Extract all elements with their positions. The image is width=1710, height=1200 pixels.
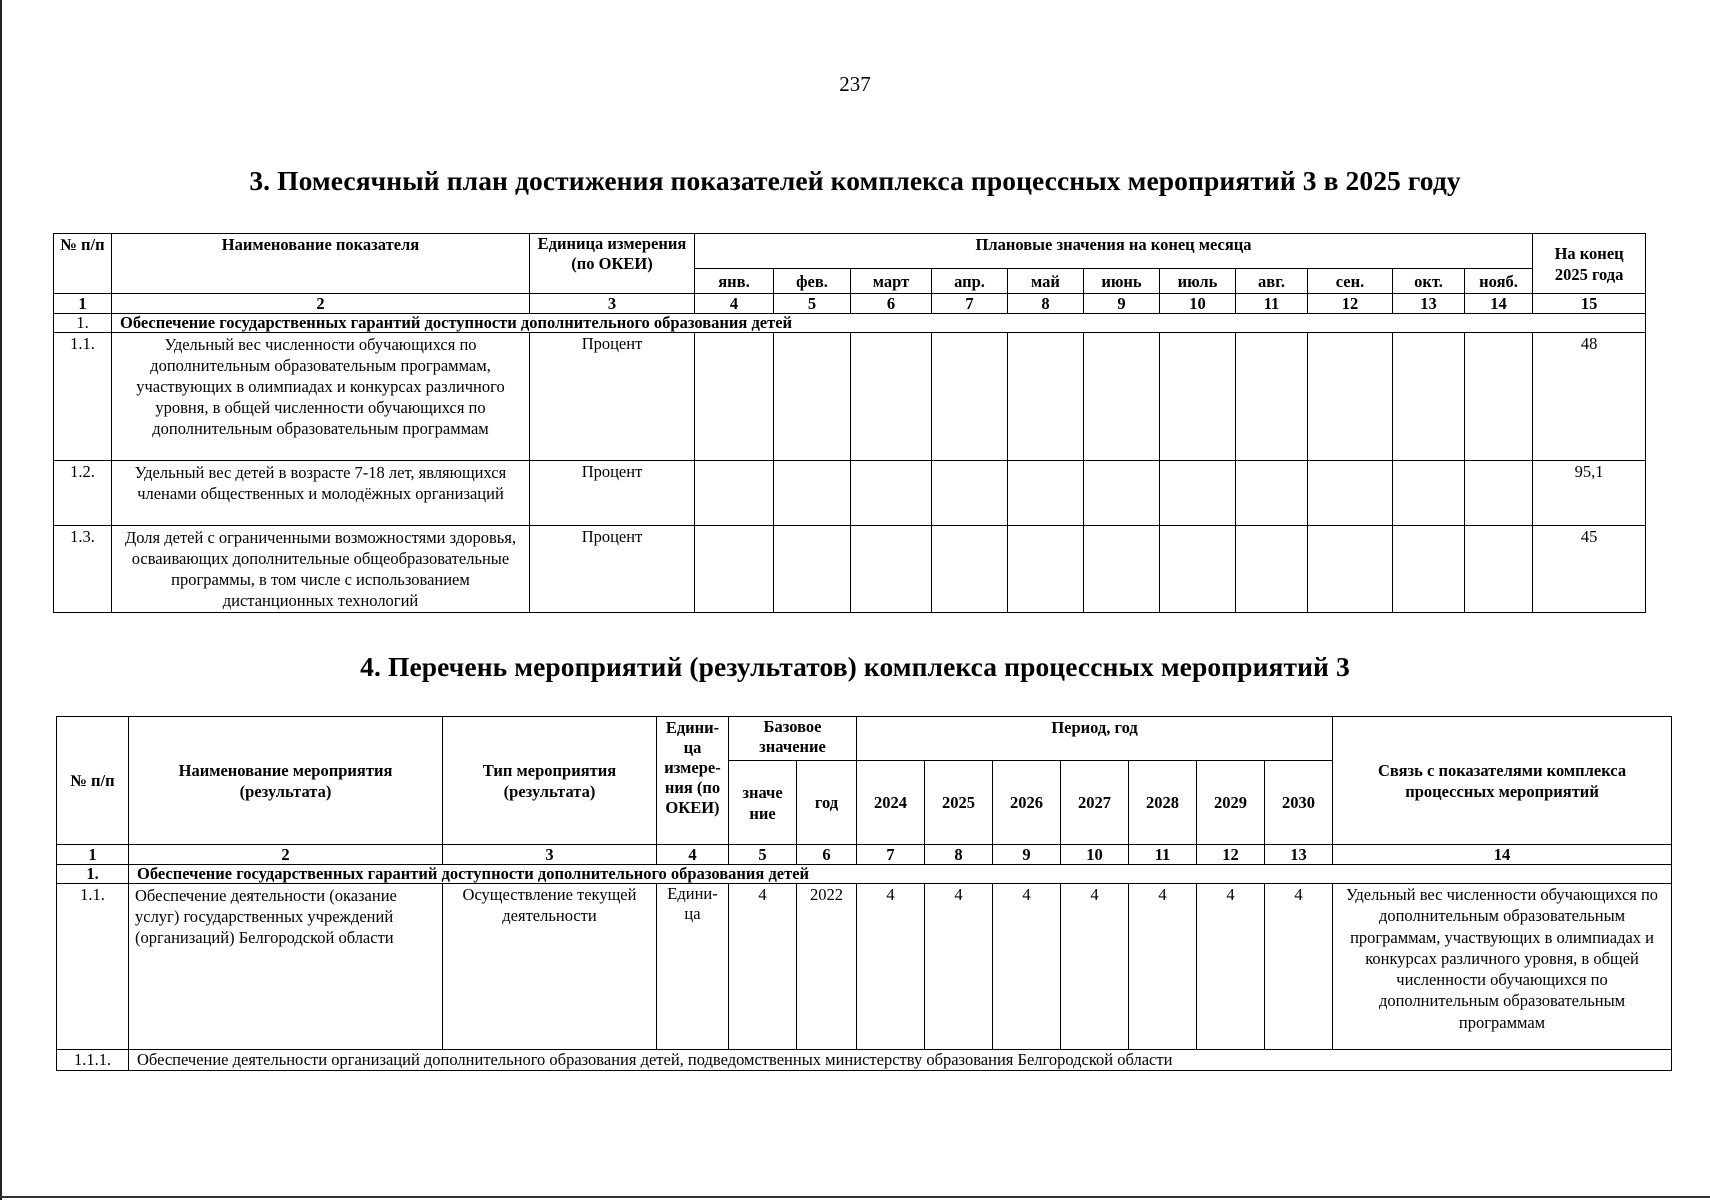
activity-num: 1.1. xyxy=(57,884,129,1050)
header-activity-name: Наименование мероприятия (результата) xyxy=(129,717,443,845)
month-value xyxy=(1465,526,1533,613)
header-month: сен. xyxy=(1308,269,1393,294)
month-value xyxy=(1236,333,1308,461)
col-number: 10 xyxy=(1160,294,1236,314)
group-num: 1. xyxy=(54,314,112,333)
subactivity-row xyxy=(57,1050,1672,1071)
month-value xyxy=(695,461,774,526)
group-row xyxy=(57,865,1672,884)
col-number: 8 xyxy=(925,845,993,865)
month-value xyxy=(1084,526,1160,613)
activity-base-year: 2022 xyxy=(797,884,857,1050)
group-row xyxy=(54,314,1646,333)
col-number: 3 xyxy=(530,294,695,314)
header-num: № п/п xyxy=(54,234,112,294)
indicator-row xyxy=(54,461,1646,526)
col-number: 2 xyxy=(129,845,443,865)
activity-year-value: 4 xyxy=(993,884,1061,1050)
month-value xyxy=(1393,461,1465,526)
header-month: март xyxy=(851,269,932,294)
col-number: 7 xyxy=(857,845,925,865)
group-title: Обеспечение государственных гарантий доступности дополнительного образования детей xyxy=(112,314,1646,333)
month-value xyxy=(1236,461,1308,526)
col-number: 11 xyxy=(1236,294,1308,314)
indicator-name: Удельный вес численности обучающихся по дополнительным образовательным программам, участвующих в олимпиадах и конкурсах различного уровня, в общей численности обучающихся по дополнительным образовательным программам xyxy=(112,333,530,461)
month-value xyxy=(1160,526,1236,613)
month-value xyxy=(932,526,1008,613)
month-value xyxy=(1008,526,1084,613)
indicator-end-year-value: 48 xyxy=(1533,333,1646,461)
header-month: авг. xyxy=(1236,269,1308,294)
col-number: 15 xyxy=(1533,294,1646,314)
header-year: 2028 xyxy=(1129,761,1197,845)
month-value xyxy=(1393,526,1465,613)
header-base-value: Базовое значение xyxy=(729,717,857,761)
activity-unit: Едини-ца xyxy=(657,884,729,1050)
header-month: фев. xyxy=(774,269,851,294)
col-number: 3 xyxy=(443,845,657,865)
month-value xyxy=(774,461,851,526)
header-link: Связь с показателями комплекса процессных мероприятий xyxy=(1333,717,1672,845)
month-value xyxy=(1160,461,1236,526)
col-number: 11 xyxy=(1129,845,1197,865)
col-number: 7 xyxy=(932,294,1008,314)
activity-base-value: 4 xyxy=(729,884,797,1050)
indicator-num: 1.1. xyxy=(54,333,112,461)
indicator-unit: Процент xyxy=(530,526,695,613)
activity-year-value: 4 xyxy=(1265,884,1333,1050)
indicator-name: Удельный вес детей в возрасте 7-18 лет, являющихся членами общественных и молодёжных организаций xyxy=(112,461,530,526)
month-value xyxy=(1236,526,1308,613)
group-title: Обеспечение государственных гарантий доступности дополнительного образования детей xyxy=(129,865,1672,884)
section3-title: 3. Помесячный план достижения показателей комплекса процессных мероприятий 3 в 2025 году xyxy=(249,165,1461,196)
month-value xyxy=(1084,461,1160,526)
col-number: 14 xyxy=(1465,294,1533,314)
month-value xyxy=(932,461,1008,526)
indicator-name: Доля детей с ограниченными возможностями здоровья, осваивающих дополнительные общеобразовательные программы, в том числе с использованием дистанционных технологий xyxy=(112,526,530,613)
month-value xyxy=(851,333,932,461)
indicator-unit: Процент xyxy=(530,333,695,461)
header-month: нояб. xyxy=(1465,269,1533,294)
col-number: 6 xyxy=(797,845,857,865)
month-value xyxy=(1308,461,1393,526)
group-num: 1. xyxy=(57,865,129,884)
month-value xyxy=(1008,333,1084,461)
col-number: 1 xyxy=(54,294,112,314)
page-edge-bottom xyxy=(0,1196,1710,1198)
month-value xyxy=(695,333,774,461)
activity-year-value: 4 xyxy=(1061,884,1129,1050)
indicator-end-year-value: 45 xyxy=(1533,526,1646,613)
monthly-plan-table xyxy=(53,233,1646,613)
col-number: 2 xyxy=(112,294,530,314)
col-number: 14 xyxy=(1333,845,1672,865)
col-number: 6 xyxy=(851,294,932,314)
col-number: 4 xyxy=(695,294,774,314)
header-period: Период, год xyxy=(857,717,1333,761)
activities-table xyxy=(56,716,1672,1071)
month-value xyxy=(932,333,1008,461)
col-number: 9 xyxy=(993,845,1061,865)
column-number-row xyxy=(54,294,1646,314)
col-number: 13 xyxy=(1393,294,1465,314)
subactivity-num: 1.1.1. xyxy=(57,1050,129,1071)
indicator-end-year-value: 95,1 xyxy=(1533,461,1646,526)
header-month: июль xyxy=(1160,269,1236,294)
month-value xyxy=(774,333,851,461)
month-value xyxy=(1308,526,1393,613)
col-number: 12 xyxy=(1197,845,1265,865)
header-year: 2027 xyxy=(1061,761,1129,845)
activity-type: Осуществление текущей деятельности xyxy=(443,884,657,1050)
col-number: 4 xyxy=(657,845,729,865)
subactivity-text: Обеспечение деятельности организаций дополнительного образования детей, подведомственных министерству образования Белгородской области xyxy=(129,1050,1672,1071)
col-number: 1 xyxy=(57,845,129,865)
month-value xyxy=(851,526,932,613)
activity-name: Обеспечение деятельности (оказание услуг) государственных учреждений (организаций) Белгородской области xyxy=(129,884,443,1050)
month-value xyxy=(851,461,932,526)
col-number: 13 xyxy=(1265,845,1333,865)
header-year: 2030 xyxy=(1265,761,1333,845)
month-value xyxy=(1084,333,1160,461)
header-activity-type: Тип мероприятия (результата) xyxy=(443,717,657,845)
indicator-row xyxy=(54,526,1646,613)
month-value xyxy=(774,526,851,613)
header-year: 2026 xyxy=(993,761,1061,845)
header-year: 2024 xyxy=(857,761,925,845)
activity-year-value: 4 xyxy=(1129,884,1197,1050)
indicator-unit: Процент xyxy=(530,461,695,526)
header-unit: Единица измерения (по ОКЕИ) xyxy=(530,234,695,294)
indicator-num: 1.2. xyxy=(54,461,112,526)
header-unit: Едини-ца измере-ния (по ОКЕИ) xyxy=(657,717,729,845)
header-planned-values: Плановые значения на конец месяца xyxy=(695,234,1533,269)
col-number: 9 xyxy=(1084,294,1160,314)
header-base-year: год xyxy=(797,761,857,845)
activity-row xyxy=(57,884,1672,1050)
activity-year-value: 4 xyxy=(1197,884,1265,1050)
month-value xyxy=(1008,461,1084,526)
col-number: 8 xyxy=(1008,294,1084,314)
col-number: 12 xyxy=(1308,294,1393,314)
month-value xyxy=(1308,333,1393,461)
header-year: 2025 xyxy=(925,761,993,845)
month-value xyxy=(1465,461,1533,526)
header-end-year: На конец 2025 года xyxy=(1533,234,1646,294)
activity-year-value: 4 xyxy=(857,884,925,1050)
header-month: май xyxy=(1008,269,1084,294)
month-value xyxy=(1160,333,1236,461)
activity-year-value: 4 xyxy=(925,884,993,1050)
header-base-val: значе ние xyxy=(729,761,797,845)
header-year: 2029 xyxy=(1197,761,1265,845)
indicator-row xyxy=(54,333,1646,461)
header-month: окт. xyxy=(1393,269,1465,294)
month-value xyxy=(1393,333,1465,461)
column-number-row xyxy=(57,845,1672,865)
col-number: 10 xyxy=(1061,845,1129,865)
page-number: 237 xyxy=(839,72,871,96)
month-value xyxy=(1465,333,1533,461)
header-num: № п/п xyxy=(57,717,129,845)
indicator-num: 1.3. xyxy=(54,526,112,613)
activity-link: Удельный вес численности обучающихся по дополнительным образовательным программам, участвующих в олимпиадах и конкурсах различного уровня, в общей численности обучающихся по дополнительным образовательным программам xyxy=(1333,884,1672,1050)
col-number: 5 xyxy=(774,294,851,314)
section4-title: 4. Перечень мероприятий (результатов) комплекса процессных мероприятий 3 xyxy=(360,651,1350,682)
col-number: 5 xyxy=(729,845,797,865)
header-month: янв. xyxy=(695,269,774,294)
header-month: июнь xyxy=(1084,269,1160,294)
month-value xyxy=(695,526,774,613)
header-month: апр. xyxy=(932,269,1008,294)
header-indicator-name: Наименование показателя xyxy=(112,234,530,294)
